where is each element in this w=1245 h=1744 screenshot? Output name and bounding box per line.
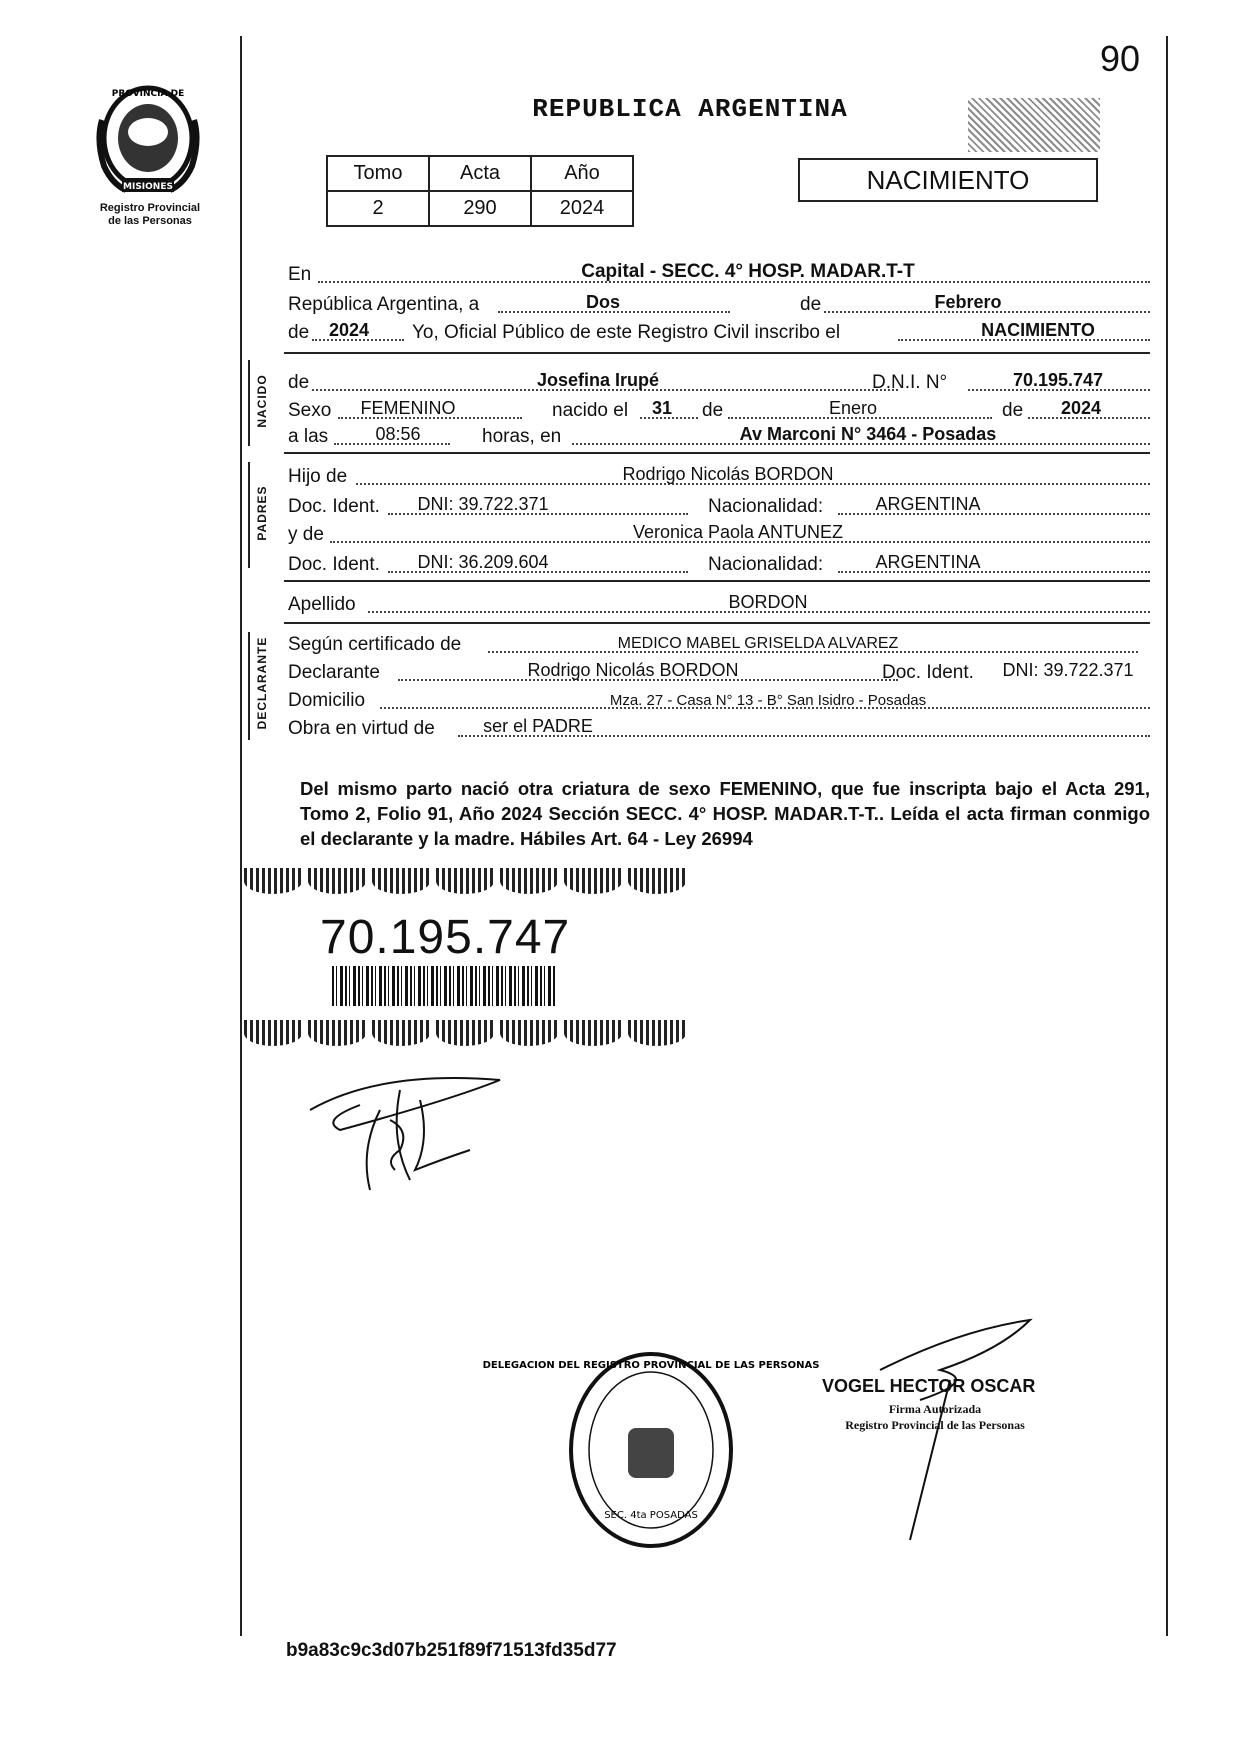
row-obra xyxy=(288,716,1150,740)
act-type-box: NACIMIENTO xyxy=(798,158,1098,202)
hijo-de-label: Hijo de xyxy=(288,466,348,487)
header-tomo: Tomo xyxy=(327,156,429,191)
security-band-top xyxy=(244,868,686,894)
official-text: Yo, Oficial Público de este Registro Civil inscribo el xyxy=(412,322,841,343)
officer-org: Registro Provincial de las Personas xyxy=(845,1418,1025,1432)
mother-nac-label: Nacionalidad: xyxy=(708,554,824,575)
officer-role: Firma Autorizada xyxy=(888,1402,982,1416)
y-de-label: y de xyxy=(288,524,324,545)
security-stamp xyxy=(968,98,1100,152)
declarante-doc-label: Doc. Ident. xyxy=(882,662,974,683)
value-anio: 2024 xyxy=(531,191,633,226)
birth-month: Enero xyxy=(828,398,878,418)
birth-place: Av Marconi N° 3464 - Posadas xyxy=(739,424,997,444)
seal-inner-text: SEC. 4ta POSADAS xyxy=(604,1510,698,1521)
registry-name-line2: de las Personas xyxy=(108,215,192,227)
sexo-label: Sexo xyxy=(288,400,332,421)
right-margin-line xyxy=(1166,36,1168,1636)
birth-de-label: de xyxy=(702,400,724,421)
row-domicilio xyxy=(288,688,1150,712)
child-dni: 70.195.747 xyxy=(1012,370,1104,390)
row-nacido-name xyxy=(288,370,1150,394)
id-number: 70.195.747 xyxy=(320,911,571,964)
barcode xyxy=(332,966,556,1006)
seal-outer-text: DELEGACION DEL REGISTRO PROVINCIAL DE LAS PERSONAS xyxy=(482,1360,820,1371)
obra-label: Obra en virtud de xyxy=(288,718,435,739)
en-label: En xyxy=(288,264,312,285)
dni-label: D.N.I. N° xyxy=(872,372,948,393)
officer-name: VOGEL HECTOR OSCAR xyxy=(822,1376,1036,1396)
nacido-el-label: nacido el xyxy=(552,400,629,421)
de-label-year: de xyxy=(288,322,310,343)
row-mother xyxy=(288,522,1150,546)
section-padres-label: PADRES xyxy=(255,485,269,541)
father-nac-label: Nacionalidad: xyxy=(708,496,824,517)
emblem-text-bottom: MISIONES xyxy=(123,182,173,192)
en-value: Capital - SECC. 4° HOSP. MADAR.T-T xyxy=(581,261,915,282)
row-segun xyxy=(288,632,1150,656)
row-time-place xyxy=(288,424,1150,448)
declarante-value: Rodrigo Nicolás BORDON xyxy=(527,660,739,680)
value-tomo: 2 xyxy=(327,191,429,226)
nacido-de-label: de xyxy=(288,372,310,393)
birth-de-label2: de xyxy=(1002,400,1024,421)
child-name: Josefina Irupé xyxy=(536,370,660,390)
apellido-label: Apellido xyxy=(288,594,356,615)
birth-note: Del mismo parto nació otra criatura de sexo FEMENINO, que fue inscripta bajo el Acta 291, Tomo 2, Folio 91, Año 2024 Sección SECC. 4° HOSP. MADAR.T-T.. Leída el acta firman conmigo el declarante y la madre. Hábiles Art. 64 - Ley 26994 xyxy=(300,778,1150,849)
segun-value: MEDICO MABEL GRISELDA ALVAREZ xyxy=(617,635,899,652)
row-declarante xyxy=(288,660,1150,684)
domicilio-value: Mza. 27 - Casa N° 13 - B° San Isidro - Posadas xyxy=(609,692,927,709)
mother-doc-label: Doc. Ident. xyxy=(288,554,380,575)
mother-doc: DNI: 36.209.604 xyxy=(417,552,549,572)
declarante-doc: DNI: 39.722.371 xyxy=(1002,660,1134,680)
row-father xyxy=(288,464,1150,488)
father-nationality: ARGENTINA xyxy=(875,494,981,514)
row-en xyxy=(288,262,1150,286)
header-anio: Año xyxy=(531,156,633,191)
left-margin-line xyxy=(240,36,242,1636)
obra-value: ser el PADRE xyxy=(483,716,593,736)
emblem-text-top: PROVINCIA DE xyxy=(111,89,185,99)
apellido-value: BORDON xyxy=(728,592,808,612)
father-name: Rodrigo Nicolás BORDON xyxy=(622,464,834,484)
row-official xyxy=(288,320,1150,344)
row-apellido xyxy=(288,592,1150,616)
de-label: de xyxy=(800,294,822,315)
value-acta: 290 xyxy=(429,191,531,226)
day-value: Dos xyxy=(585,292,620,312)
page-number: 90 xyxy=(1100,38,1141,79)
page-title: REPUBLICA ARGENTINA xyxy=(532,94,848,124)
rep-label: República Argentina, a xyxy=(288,294,480,315)
row-date xyxy=(288,292,1150,316)
security-band-bottom xyxy=(244,1020,686,1046)
sexo-value: FEMENINO xyxy=(360,398,456,418)
registry-name-line1: Registro Provincial xyxy=(99,202,201,214)
domicilio-label: Domicilio xyxy=(288,690,366,711)
row-father-doc xyxy=(288,494,1150,518)
father-doc: DNI: 39.722.371 xyxy=(417,494,549,514)
father-doc-label: Doc. Ident. xyxy=(288,496,380,517)
segun-label: Según certificado de xyxy=(288,634,462,655)
document-hash: b9a83c9c3d07b251f89f71513fd35d77 xyxy=(286,1640,617,1661)
birth-day: 31 xyxy=(651,398,673,418)
register-table-header-row xyxy=(327,156,633,191)
birth-time: 08:56 xyxy=(375,424,421,444)
inscribe-value: NACIMIENTO xyxy=(981,320,1095,340)
section-nacido-label: NACIDO xyxy=(255,374,269,428)
register-table xyxy=(326,155,634,227)
mother-nationality: ARGENTINA xyxy=(875,552,981,572)
row-sexo xyxy=(288,398,1150,422)
a-las-label: a las xyxy=(288,426,329,447)
declarant-signature-icon xyxy=(300,1050,520,1200)
declarante-label: Declarante xyxy=(288,662,380,683)
month-value: Febrero xyxy=(934,292,1002,312)
year-value: 2024 xyxy=(328,320,370,340)
register-table-value-row xyxy=(327,191,633,226)
row-mother-doc xyxy=(288,552,1150,576)
mother-name: Veronica Paola ANTUNEZ xyxy=(632,522,844,542)
birth-year: 2024 xyxy=(1060,398,1102,418)
provincial-emblem-icon xyxy=(92,80,204,198)
horas-label: horas, en xyxy=(482,426,562,447)
registry-name xyxy=(80,202,220,228)
official-seal-icon xyxy=(482,1350,820,1550)
section-declarante-label: DECLARANTE xyxy=(255,636,269,730)
header-acta: Acta xyxy=(429,156,531,191)
